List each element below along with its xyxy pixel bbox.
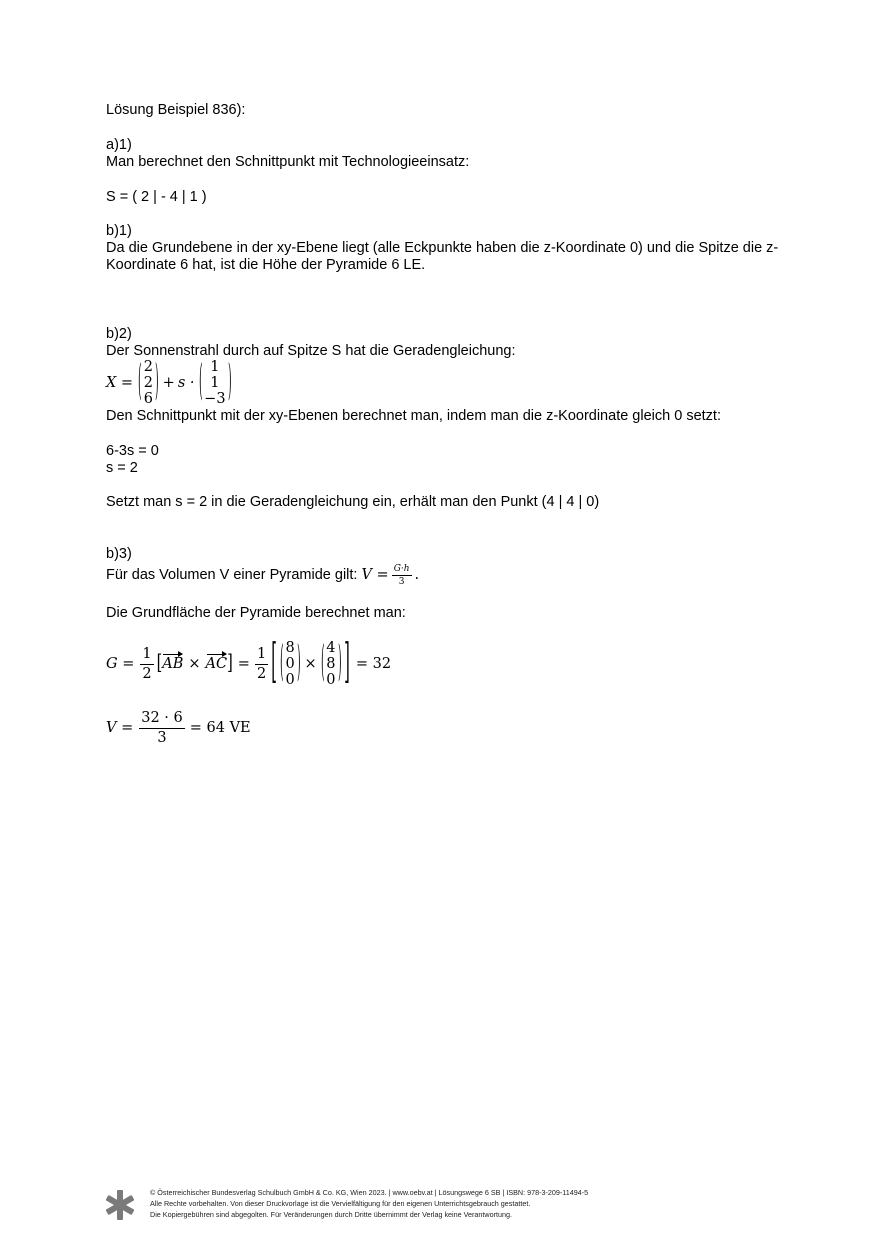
half-denominator: 2 (142, 665, 152, 682)
footer-line-2: Alle Rechte vorbehalten. Von dieser Druckvorlage ist die Vervielfältigung für den eigenen Unterrichtsgebrauch gestattet. (150, 1199, 531, 1208)
point-x: 2 (143, 359, 153, 375)
line-eq-lhs: X = (106, 375, 134, 391)
section-b2-text: Der Sonnenstrahl durch auf Spitze S hat die Geradengleichung: (106, 343, 516, 359)
section-b1-label: b)1) (106, 223, 132, 239)
footer-text (150, 1187, 588, 1220)
half-fraction-2 (255, 646, 268, 683)
left-abs-bracket: [ (271, 638, 277, 690)
vec1-x: 8 (285, 640, 295, 656)
cross-sign: × (188, 656, 201, 672)
half-numerator: 1 (140, 646, 153, 665)
cross-vector-1-column (285, 640, 296, 688)
publisher-logo-icon (106, 1190, 134, 1220)
right-paren: ) (296, 640, 301, 687)
section-b3-text2: Die Grundfläche der Pyramide berechnet man: (106, 605, 406, 621)
cross-sign-2: × (304, 656, 317, 672)
half-denominator-2: 2 (256, 665, 267, 682)
volume-formula-numerator: G·h (393, 563, 410, 574)
right-abs-bracket: ] (344, 638, 350, 690)
section-b3-label: b)3) (106, 546, 132, 562)
vec2-x: 4 (326, 640, 336, 656)
cross-vector-1 (279, 640, 302, 688)
direction-z: −3 (204, 391, 226, 407)
section-a1-result: S = ( 2 | - 4 | 1 ) (106, 189, 207, 205)
left-paren: ( (138, 359, 142, 406)
point-z: 6 (143, 391, 153, 407)
section-a1-label: a)1) (106, 137, 132, 153)
vector-ac: AC (205, 656, 228, 672)
base-area-equation (106, 638, 391, 690)
equation-1: 6-3s = 0 (106, 443, 159, 459)
volume-formula-fraction (392, 564, 412, 587)
cross-vector-2 (320, 640, 343, 688)
equation-2: s = 2 (106, 460, 138, 476)
left-paren: ( (320, 640, 325, 687)
equals-sign: = (237, 656, 250, 672)
section-b2-label: b)2) (106, 326, 132, 342)
vec2-y: 8 (326, 656, 336, 672)
volume-formula-period: . (414, 567, 420, 583)
left-paren: ( (198, 359, 203, 406)
point-vector-column (143, 359, 154, 407)
direction-vector (198, 359, 233, 407)
section-b2-text3: Setzt man s = 2 in die Geradengleichung ein, erhält man den Punkt (4 | 4 | 0) (106, 494, 600, 510)
volume-numerator: 32 · 6 (139, 710, 185, 729)
left-paren: ( (279, 640, 284, 687)
base-area-result: = 32 (355, 656, 392, 672)
section-b3-text: Für das Volumen V einer Pyramide gilt: (106, 567, 358, 583)
vec1-z: 0 (285, 672, 295, 688)
volume-formula-lhs: V = (361, 567, 389, 583)
right-paren: ) (337, 640, 342, 687)
right-paren: ) (227, 359, 232, 406)
footer-line-3: Die Kopiergebühren sind abgegolten. Für Veränderungen durch Dritte übernimmt der Verlag keine Verantwortung. (150, 1210, 512, 1219)
footer-line-1: © Österreichischer Bundesverlag Schulbuch GmbH & Co. KG, Wien 2023. | www.oebv.at | Lösungswege 6 SB | ISBN: 978-3-209-11494-5 (150, 1188, 589, 1197)
volume-fraction (139, 710, 185, 747)
right-paren: ) (155, 359, 159, 406)
v-lhs: V = (106, 720, 134, 736)
section-b2-text2: Den Schnittpunkt mit der xy-Ebenen berechnet man, indem man die z-Koordinate gleich 0 setzt: (106, 408, 721, 424)
volume-formula-line (106, 561, 419, 589)
g-lhs: G = (106, 656, 135, 672)
direction-x: 1 (210, 359, 220, 375)
plus-sign: + (162, 375, 175, 391)
volume-formula-denominator: 3 (398, 576, 405, 587)
direction-y: 1 (210, 375, 220, 391)
right-bracket: ] (227, 652, 233, 676)
cross-vector-2-column (325, 640, 336, 688)
half-fraction (140, 646, 153, 683)
section-b1-text: Da die Grundebene in der xy-Ebene liegt (alle Eckpunkte haben die z-Koordinate 0) und die Spitze die z-Koordinate 6 hat, ist die Höhe der Pyramide 6 LE. (106, 240, 779, 273)
section-a1-text: Man berechnet den Schnittpunkt mit Technologieeinsatz: (106, 154, 470, 170)
half-numerator-2: 1 (255, 646, 268, 665)
volume-equation (106, 708, 251, 748)
line-equation (106, 360, 232, 406)
volume-result: = 64 VE (189, 720, 251, 736)
parameter-s: s · (177, 375, 195, 391)
volume-denominator: 3 (157, 729, 167, 746)
point-y: 2 (143, 375, 153, 391)
vec1-y: 0 (285, 656, 295, 672)
vector-ab: AB (162, 656, 184, 672)
vec2-z: 0 (326, 672, 336, 688)
solution-title: Lösung Beispiel 836): (106, 102, 246, 118)
left-bracket: [ (156, 652, 163, 676)
direction-vector-column (203, 359, 226, 407)
point-vector (137, 359, 160, 407)
